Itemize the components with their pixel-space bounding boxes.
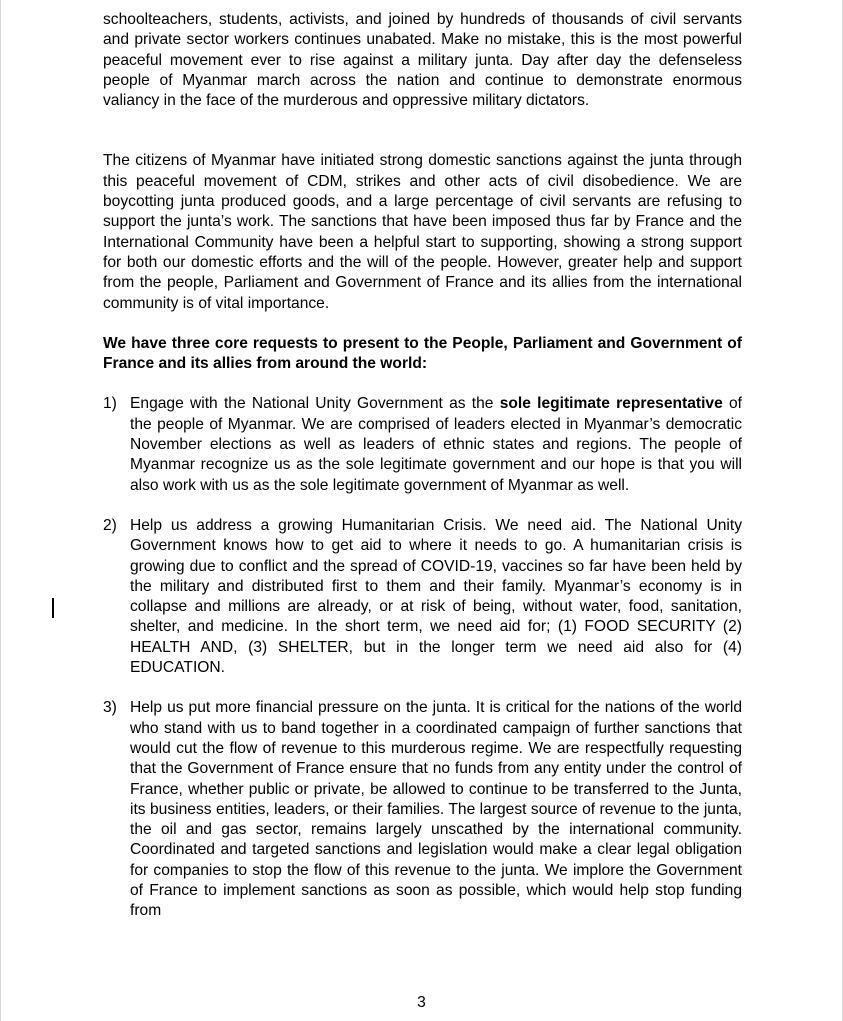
request-number: 2) [103, 516, 117, 534]
request-item-1 [103, 394, 742, 495]
request-number: 1) [103, 395, 117, 413]
paragraph-movement: schoolteachers, students, activists, and joined by hundreds of thousands of civil servants and private sector workers continues unabated. Make no mistake, this is the most powerful peaceful movement ever to rise against a military junta. Day after day the defenseless people of Myanmar march across the nation and continue to demonstrate enormous valiancy in the face of the murderous and oppressive military dictators. [103, 11, 742, 110]
request-text-start: Engage with the National Unity Government as the [130, 395, 500, 413]
request-text: Help us put more financial pressure on the junta. It is critical for the nations of the world who stand with us to band together in a coordinated campaign of further sanctions that would cut the flow of revenue to this murderous regime. We are respectfully requesting that the Government of France ensure that no funds from any entity under the control of France, whether public or private, be allowed to continue to be transferred to the Junta, its business entities, leaders, or their families. The largest source of revenue to the junta, the oil and gas sector, remains largely unscathed by the international community. Coordinated and targeted sanctions and legislation would make a clear legal obligation for companies to stop the flow of this revenue to the junta. We implore the Government of France to implement sanctions as soon as possible, which would help stop funding from [130, 699, 742, 920]
text-cursor[interactable] [52, 598, 54, 618]
request-item-3 [103, 698, 742, 921]
request-text-end: of the people of Myanmar. We are comprised of leaders elected in Myanmar’s democratic November elections as well as leaders of ethnic states and regions. The people of Myanmar recognize us as the sole legitimate government and our hope is that you will also work with us as the sole legitimate government of Myanmar as well. [130, 395, 742, 494]
request-text: Help us address a growing Humanitarian Crisis. We need aid. The National Unity Government knows how to get aid to where it needs to go. A humanitarian crisis is growing due to conflict and the spread of COVID-19, vaccines so far have been held by the military and distributed first to them and their family. Myanmar’s economy is in collapse and millions are already, or at risk of being, without water, food, sanitation, shelter, and medicine. In the short term, we need aid for; (1) FOOD SECURITY (2) HEALTH AND, (3) SHELTER, but in the longer term we need aid also for (4) EDUCATION. [130, 516, 742, 677]
requests-intro-heading: We have three core requests to present to the People, Parliament and Government of France and its allies from around the world: [103, 334, 742, 373]
request-number: 3) [103, 699, 117, 717]
document-body [103, 10, 742, 942]
request-item-2 [103, 516, 742, 678]
paragraph-sanctions: The citizens of Myanmar have initiated strong domestic sanctions against the junta through this peaceful movement of CDM, strikes and other acts of civil disobedience. We are boycotting junta produced goods, and a large percentage of civil servants are refusing to support the junta’s work. The sanctions that have been imposed thus far by France and the International Community have been a helpful start to supporting, showing a strong support for both our domestic efforts and the will of the people. However, greater help and support from the people, Parliament and Government of France and its allies from the international community is of vital importance. [103, 152, 742, 312]
request-text-bold: sole legitimate representative [499, 395, 723, 413]
page-number: 3 [417, 994, 426, 1011]
